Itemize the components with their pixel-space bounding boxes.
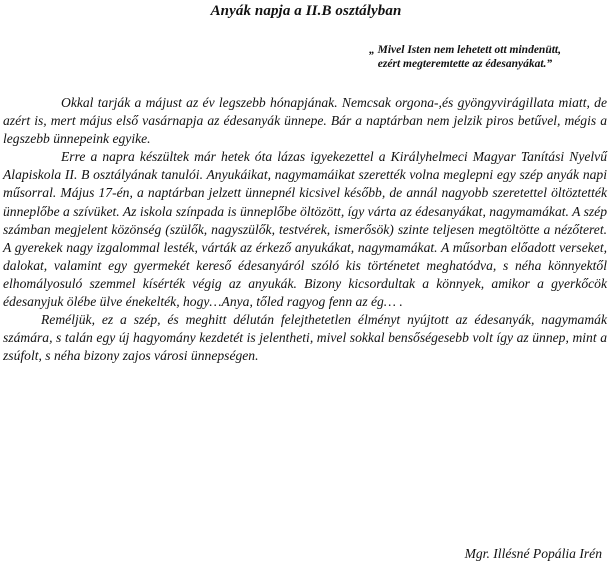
article-body — [3, 94, 607, 365]
paragraph-1: Okkal tarják a májust az év legszebb hónapjának. Nemcsak orgona-,és gyöngyvirágillata miatt, de azért is, mert május első vasárnapja az édesanyák ünnepe. Bár a naptárban nem jelzik piros betűvel, mégis a legszebb ünnepeink egyike. — [3, 95, 607, 147]
author-signature: Mgr. Illésné Popália Irén — [464, 546, 602, 561]
paragraph-3: Reméljük, ez a szép, és meghitt délután felejthetetlen élményt nyújtott az édesanyák, nagymamák számára, s talán egy új hagyomány kezdetét is jelentheti, mivel sokkal bensőségesebb volt így az ünnep, mint a zsúfolt, s néha bizony zajos városi ünnepségen. — [3, 312, 607, 364]
motto-line-2: ezért megteremtette az édesanyákat.” — [377, 58, 553, 70]
motto-line-1: „ Mivel Isten nem lehetett ott mindenütt, — [369, 44, 561, 56]
page-title: Anyák napja a II.B osztályban — [210, 3, 402, 19]
paragraph-2: Erre a napra készültek már hetek óta lázas igyekezettel a Királyhelmeci Magyar Tanítási Nyelvű Alapiskola II. B osztályának tanulói. Anyukáikat, nagymamáikat szerették volna meglepni egy szép anyák napi műsorral. Május 17-én, a naptárban jelzett ünnepnél kicsivel később, de annál nagyobb szeretettel öltöztették ünneplőbe a szívüket. Az iskola színpada is ünneplőbe öltözött, így várta az édesanyákat, nagymamákat. A szép számban megjelent közönség (szülők, nagyszülők, testvérek, ismerősök) szinte teljesen megtöltötte a nézőteret. A gyerekek nagy izgalommal lesték, várták az érkező anyukákat, nagymamákat. A műsorban előadott verseket, dalokat, valamint egy gyermekét kereső édesanyáról szóló kis történetet meghatódva, s néha könnyektől elhomályosuló szemmel kísérték végig az anyukák. Bizony kicsordultak a könnyek, amikor a gyerkőcök édesanyjuk ölébe ülve énekelték, hogy…Anya, tőled ragyog fenn az ég… . — [3, 149, 607, 310]
